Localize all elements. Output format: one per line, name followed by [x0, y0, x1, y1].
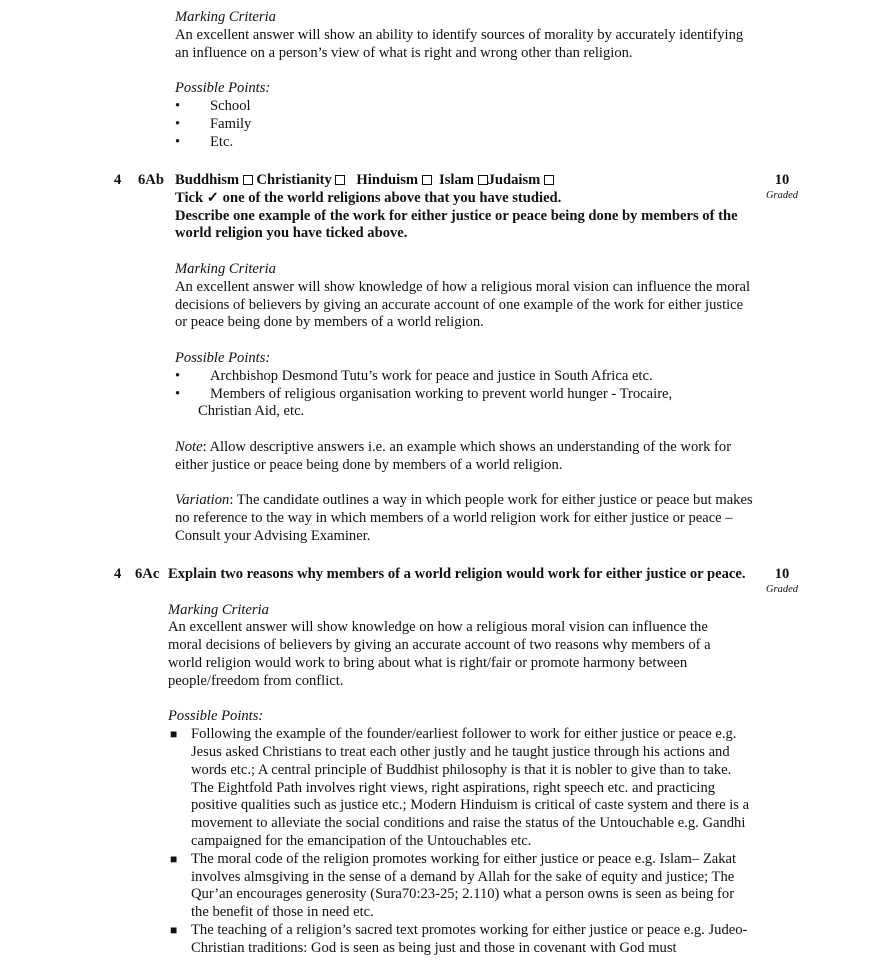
marks-value: 10: [774, 172, 790, 188]
section-6ab: [175, 172, 755, 546]
criteria-text: An excellent answer will show an ability to identify sources of morality by accurately identifying an influence on a person’s view of what is right and wrong other than religion.: [175, 26, 744, 61]
points-heading: Possible Points:: [175, 349, 271, 366]
checkbox-judaism[interactable]: [544, 175, 554, 185]
section-6ac: [168, 566, 752, 958]
points-heading: Possible Points:: [168, 708, 264, 725]
religion-islam: Islam: [439, 172, 474, 188]
marks-label: Graded: [765, 583, 799, 595]
religion-hinduism: Hinduism: [356, 172, 419, 188]
question-code: 6Ab: [138, 172, 164, 188]
religion-christianity: Christianity: [256, 172, 332, 188]
criteria-heading: Marking Criteria: [168, 601, 269, 618]
question-text: Explain two reasons why members of a world religion would work for either justice or peace.: [168, 566, 746, 582]
bullet-icon: •: [175, 367, 181, 384]
bullet-icon: •: [175, 133, 181, 150]
criteria-heading: Marking Criteria: [175, 9, 276, 25]
checkbox-hinduism[interactable]: [422, 175, 432, 185]
criteria-text: An excellent answer will show knowledge on how a religious moral vision can influence the moral decisions of believers by giving an accurate account of two reasons why members of a world religion would work to bring about what is right/fair or promote harmony between people/freedom from conflict.: [168, 619, 711, 689]
question-text: Describe one example of the work for either justice or peace being done by members of the world religion you have ticked above.: [175, 207, 738, 242]
question-number: 4: [114, 566, 122, 582]
checkbox-islam[interactable]: [478, 175, 488, 185]
checkbox-buddhism[interactable]: [243, 175, 253, 185]
bullet-icon: •: [175, 115, 181, 132]
marks-value: 10: [774, 566, 790, 582]
marks-box: [762, 172, 802, 202]
question-number: 4: [114, 172, 122, 188]
checkbox-christianity[interactable]: [335, 175, 345, 185]
note: Note: Allow descriptive answers i.e. an example which shows an understanding of the work for either justice or peace being done by members of a world religion.: [175, 438, 732, 473]
square-bullet-icon: ■: [170, 727, 178, 742]
list-item: ■ Following the example of the founder/earliest follower to work for either justice or peace e.g. Jesus asked Christians to treat each other justly and he taught justice through his actions and words etc.; A central principle of Buddhist philosophy is that it is nobler to give than to take. The Eightfold Path involves right views, right aspirations, right speech etc. and practicing positive qualities such as justice etc.; Modern Hinduism is critical of caste system and there is a movement to alleviate the social conditions and raise the status of the Untouchable e.g. Gandhi campaigned for the emancipation of the Untouchables etc.: [170, 726, 750, 849]
square-bullet-icon: ■: [170, 922, 178, 937]
religion-judaism: Judaism: [487, 172, 541, 188]
religion-buddhism: Buddhism: [175, 172, 240, 188]
bullet-icon: •: [175, 97, 181, 114]
question-code: 6Ac: [135, 566, 160, 582]
religion-options: [175, 172, 755, 190]
list-item: • Family: [175, 115, 252, 132]
list-item: • Etc.: [175, 133, 234, 150]
points-list: [175, 368, 755, 404]
list-item: • School: [175, 97, 251, 114]
points-list: [168, 726, 752, 957]
point-continuation: Christian Aid, etc.: [198, 403, 305, 420]
section-6aa: [175, 9, 755, 151]
marks-box: [762, 566, 802, 596]
variation: Variation: The candidate outlines a way in which people work for either justice or peace but makes no reference to the way in which members of a world religion work for either justice or peace – Consult your Advising Examiner.: [175, 492, 753, 544]
square-bullet-icon: ■: [170, 851, 178, 866]
bullet-icon: •: [175, 385, 181, 402]
list-item: • Members of religious organisation working to prevent world hunger - Trocaire,: [175, 385, 673, 402]
marks-label: Graded: [765, 189, 799, 201]
tick-instruction: Tick ✓ one of the world religions above that you have studied.: [175, 189, 562, 206]
list-item: ■ The teaching of a religion’s sacred text promotes working for either justice or peace e.g. Judeo-Christian traditions: God is seen as being just and those in covenant with God must: [170, 921, 748, 956]
points-heading: Possible Points:: [175, 80, 271, 97]
list-item: • Archbishop Desmond Tutu’s work for peace and justice in South Africa etc.: [175, 367, 653, 384]
points-list: [175, 98, 755, 151]
criteria-heading: Marking Criteria: [175, 260, 276, 277]
list-item: ■ The moral code of the religion promotes working for either justice or peace e.g. Islam– Zakat involves almsgiving in the sense of a demand by Allah for the sake of equity and justice; The Qur’an encourages generosity (Sura70:23-25; 2.110) what a person owns is seen as being for the benefit of those in need etc.: [170, 850, 737, 921]
criteria-text: An excellent answer will show knowledge of how a religious moral vision can influence the moral decisions of believers by giving an accurate account of one example of the work for either justice or peace being done by members of a world religion.: [175, 278, 751, 331]
tick-icon: ✓: [206, 189, 220, 206]
